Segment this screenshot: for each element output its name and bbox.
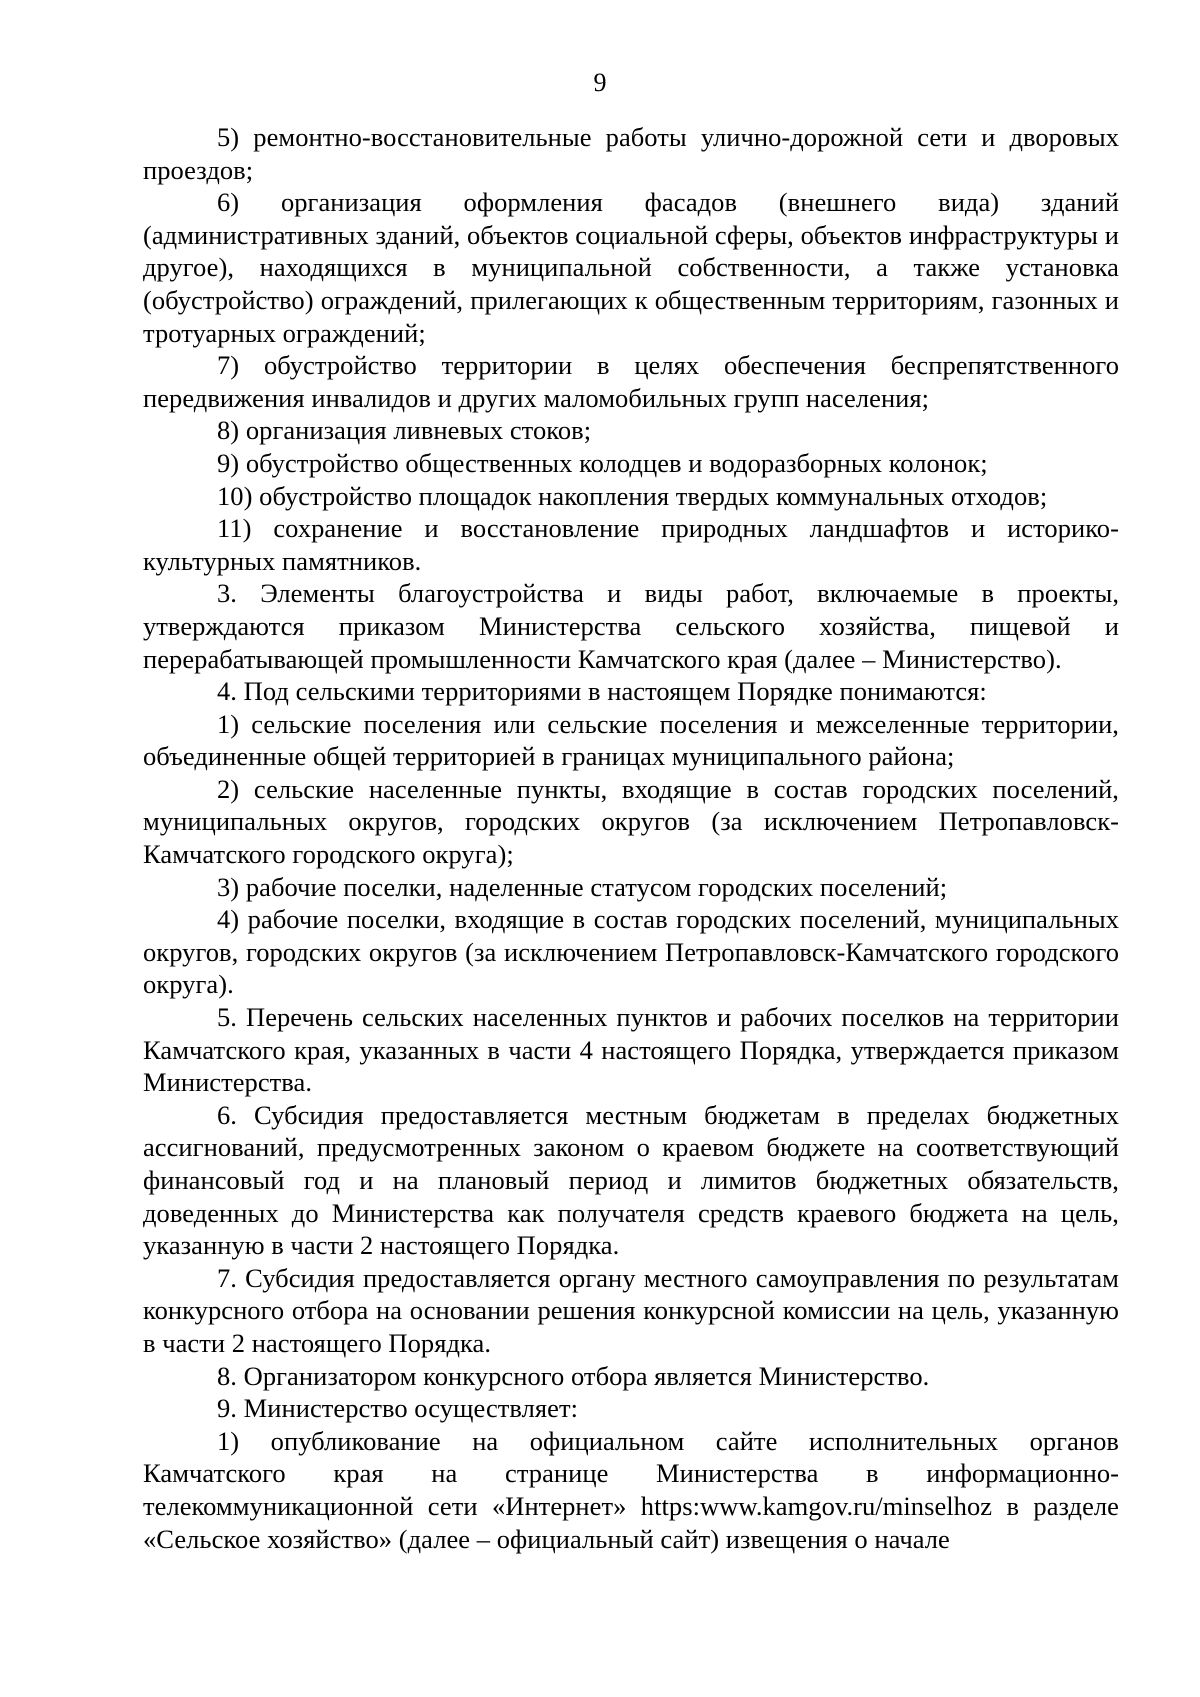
section-3-elements: 3. Элементы благоустройства и виды работ, включаемые в проекты, утверждаются приказом Министерства сельского хозяйства, пищевой и перерабатывающей промышленности Камчатского края (далее – Министерство). [143, 578, 1119, 674]
section-4-item-2: 2) сельские населенные пункты, входящие в состав городских поселений, муниципальных округов, городских округов (за исключением Петропавловск-Камчатского городского округа); [143, 773, 1119, 870]
section-5-list: 5. Перечень сельских населенных пунктов и рабочих поселков на территории Камчатского края, указанных в части 4 настоящего Порядка, утверждается приказом Министерства. [143, 1002, 1119, 1098]
section-9-ministry: 9. Министерство осуществляет: [217, 1393, 578, 1424]
section-8-organizer: 8. Организатором конкурсного отбора является Министерство. [217, 1360, 930, 1391]
section-9-item-1: 1) опубликование на официальном сайте исполнительных органов Камчатского края на странице Министерства в информационно-телекоммуникационной сети «Интернет» https:www.kamgov.ru/minselhoz в разделе «Сельское хозяйство» (далее – официальный сайт) извещения о начале [143, 1425, 1119, 1554]
item-8-stormwater: 8) организация ливневых стоков; [217, 415, 592, 446]
item-11-landscapes: 11) сохранение и восстановление природных ландшафтов и историко-культурных памятников. [143, 513, 1119, 576]
item-10-waste-sites: 10) обустройство площадок накопления твердых коммунальных отходов; [217, 480, 1048, 511]
section-4-item-4: 4) рабочие поселки, входящие в состав городских поселений, муниципальных округов, городских округов (за исключением Петропавловск-Камчатского городского округа). [143, 904, 1119, 1000]
document-body [143, 121, 1119, 1555]
item-7-accessibility: 7) обустройство территории в целях обеспечения беспрепятственного передвижения инвалидов и других маломобильных групп населения; [143, 350, 1119, 413]
section-6-subsidy: 6. Субсидия предоставляется местным бюджетам в пределах бюджетных ассигнований, предусмотренных законом о краевом бюджете на соответствующий финансовый год и на плановый период и лимитов бюджетных обязательств, доведенных до Министерства как получателя средств краевого бюджета на цель, указанную в части 2 настоящего Порядка. [143, 1099, 1119, 1261]
section-7-subsidy-provision: 7. Субсидия предоставляется органу местного самоуправления по результатам конкурсного отбора на основании решения конкурсной комиссии на цель, указанную в части 2 настоящего Порядка. [143, 1262, 1119, 1358]
item-9-wells: 9) обустройство общественных колодцев и водоразборных колонок; [217, 447, 988, 478]
section-4-item-1: 1) сельские поселения или сельские поселения и межселенные территории, объединенные общей территорией в границах муниципального района; [143, 708, 1119, 772]
item-6-facades: 6) организация оформления фасадов (внешнего вида) зданий (административных зданий, объектов социальной сферы, объектов инфраструктуры и другое), находящихся в муниципальной собственности, а также установка (обустройство) ограждений, прилегающих к общественным территориям, газонных и тротуарных ограждений; [143, 187, 1119, 348]
item-5-road-repair: 5) ремонтно-восстановительные работы улично-дорожной сети и дворовых проездов; [143, 122, 1119, 185]
section-4-rural-territories: 4. Под сельскими территориями в настоящем Порядке понимаются: [217, 676, 987, 707]
page-number: 9 [593, 68, 607, 97]
section-4-item-3: 3) рабочие поселки, наделенные статусом городских поселений; [217, 871, 948, 902]
